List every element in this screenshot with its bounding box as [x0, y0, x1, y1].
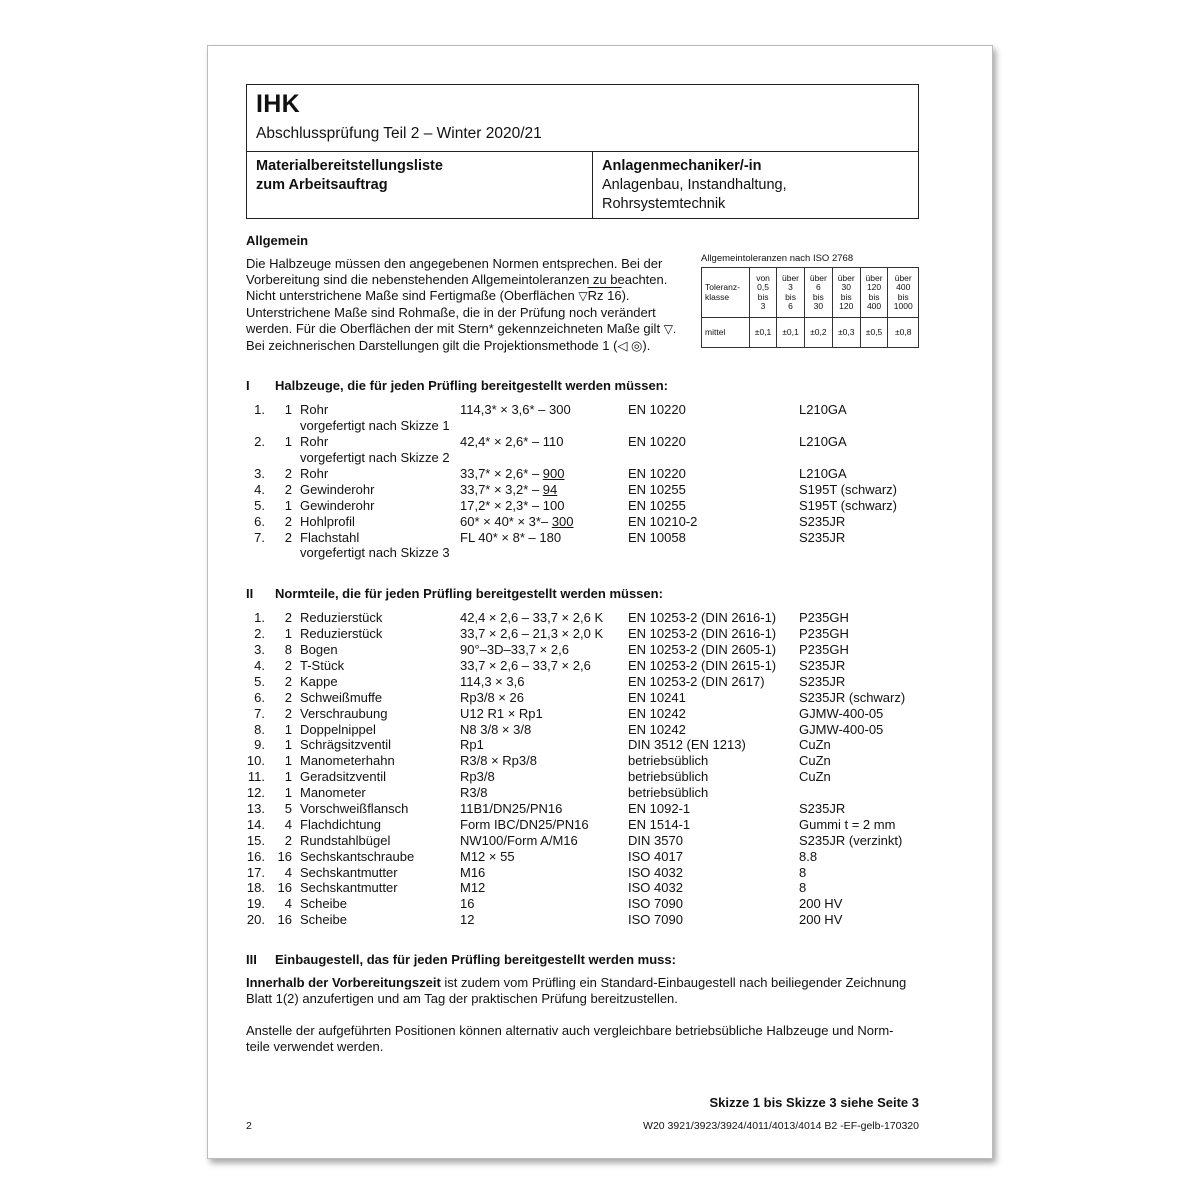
- item-standard: EN 10220: [628, 466, 686, 481]
- item-dimension: [460, 418, 628, 434]
- header-top: [247, 85, 918, 152]
- item-number: 17.: [246, 864, 265, 880]
- page-number: 2: [246, 1120, 252, 1132]
- surface-symbol-icon: ▽: [578, 288, 588, 303]
- item-quantity: 1: [284, 402, 292, 418]
- item-number: 2.: [254, 626, 265, 642]
- list-item: [246, 737, 919, 753]
- item-material: S235JR (schwarz): [799, 689, 906, 705]
- item-description: Scheibe: [300, 912, 347, 928]
- item-dimension: M12: [460, 880, 486, 896]
- item-standard: EN 10242: [628, 721, 686, 737]
- tolerance-value-row: [702, 318, 919, 348]
- tolerance-table-block: [701, 253, 919, 353]
- item-material: P235GH: [799, 626, 849, 642]
- list-item: [246, 482, 919, 498]
- item-number: 6.: [254, 513, 265, 529]
- list-item: [246, 530, 919, 546]
- item-dimension-text: 33,7* × 2,6* –: [460, 466, 543, 481]
- item-quantity: 2: [284, 832, 292, 848]
- item-dimension: NW100/Form A/M16: [460, 832, 578, 848]
- item-dimension: 16: [460, 896, 475, 912]
- section3-title: Einbaugestell, das für jeden Prüfling bereitgestellt werden muss:: [275, 952, 676, 968]
- item-standard: EN 10210-2: [628, 513, 698, 529]
- item-standard: EN 10255: [628, 497, 686, 513]
- item-description: Doppelnippel: [300, 721, 376, 737]
- list-item: [246, 865, 919, 881]
- item-description: Manometer: [300, 785, 366, 801]
- item-standard: [628, 450, 799, 466]
- tolerance-value: ±0,2: [804, 318, 832, 348]
- item-description: Rohr: [300, 434, 329, 450]
- item-dimension-text: 60* × 40* × 3*–: [460, 513, 552, 529]
- item-quantity: 1: [284, 737, 292, 753]
- list-item: [246, 896, 919, 912]
- general-line4: Unterstrichene Maße sind Rohmaße, die in der Prüfung noch verändert: [246, 304, 656, 320]
- item-raw-dimension: 900: [542, 466, 565, 481]
- item-description: Manometerhahn: [300, 753, 395, 769]
- item-quantity: 2: [284, 529, 292, 545]
- item-description: Rohr: [300, 466, 329, 481]
- list-item: [246, 849, 919, 865]
- tolerance-value: ±0,5: [860, 318, 888, 348]
- item-standard: EN 10253-2 (DIN 2615-1): [628, 658, 777, 674]
- item-quantity: 1: [284, 626, 292, 642]
- list-item: [246, 658, 919, 674]
- item-dimension: R3/8 × Rp3/8: [460, 753, 537, 769]
- item-material: S235JR: [799, 658, 846, 674]
- item-number: 11.: [247, 769, 265, 785]
- section1-title: Halbzeuge, die für jeden Prüfling bereitgestellt werden müssen:: [275, 378, 668, 394]
- item-quantity: 8: [284, 642, 292, 658]
- item-material: GJMW-400-05: [799, 705, 884, 721]
- item-description: Gewinderohr: [300, 497, 375, 513]
- item-standard: ISO 7090: [628, 912, 683, 928]
- general-line1: Die Halbzeuge müssen den angegebenen Normen entsprechen. Bei der: [246, 256, 663, 271]
- item-standard: betriebsüblich: [628, 785, 709, 801]
- general-heading: Allgemein: [246, 233, 309, 248]
- item-material: 200 HV: [799, 912, 843, 928]
- item-dimension: 42,4* × 2,6* – 110: [460, 434, 564, 450]
- item-material: 8.8: [799, 848, 818, 864]
- section1-number: I: [246, 378, 250, 394]
- section3-paragraph1: [246, 975, 919, 1007]
- list-item: [246, 642, 919, 658]
- item-number: 20.: [246, 912, 265, 928]
- exam-title: Abschlussprüfung Teil 2 – Winter 2020/21: [256, 125, 542, 142]
- item-standard: ISO 4017: [628, 848, 683, 864]
- item-dimension: [460, 545, 628, 561]
- item-standard: EN 10253-2 (DIN 2616-1): [628, 610, 777, 626]
- tolerance-range-header: über 6 bis 30: [804, 268, 832, 318]
- document-code: W20 3921/3923/3924/4011/4013/4014 B2 -EF-gelb-170320: [643, 1120, 919, 1132]
- section2-number: II: [246, 586, 254, 602]
- item-standard: EN 10255: [628, 481, 686, 497]
- item-material: S195T (schwarz): [799, 497, 898, 513]
- section2-list: [246, 610, 919, 928]
- tolerance-value: ±0,1: [777, 318, 805, 348]
- item-quantity: 16: [277, 880, 292, 896]
- item-raw-dimension: 94: [542, 481, 558, 497]
- section3-p2-line2: teile verwendet werden.: [246, 1039, 384, 1055]
- item-quantity: [265, 450, 292, 466]
- item-description: Rundstahlbügel: [300, 832, 391, 848]
- item-dimension: Rp3/8: [460, 769, 495, 785]
- item-standard: ISO 7090: [628, 896, 683, 912]
- item-standard: [628, 545, 799, 561]
- item-number: 19.: [246, 896, 265, 912]
- item-dimension: [460, 466, 628, 482]
- item-material: GJMW-400-05: [799, 721, 884, 737]
- list-item: [246, 817, 919, 833]
- item-quantity: 1: [284, 721, 292, 737]
- item-standard: ISO 4032: [628, 880, 683, 896]
- item-number: 9.: [254, 737, 265, 753]
- section3-text: ist zudem vom Prüfling ein Standard-Einbaugestell nach beiliegender Zeichnung: [440, 975, 907, 991]
- item-dimension: 17,2* × 2,3* – 100: [460, 497, 565, 513]
- item-standard: EN 10220: [628, 402, 686, 418]
- job-profile: [593, 152, 918, 218]
- tolerance-class-label: [702, 268, 750, 318]
- item-material: P235GH: [799, 642, 849, 658]
- org-title: IHK: [256, 90, 300, 118]
- item-description: Kappe: [300, 673, 338, 689]
- item-description: Sechskantschraube: [300, 848, 415, 864]
- item-quantity: 2: [284, 673, 292, 689]
- item-number: 5.: [254, 497, 265, 513]
- item-material: L210GA: [799, 402, 847, 418]
- list-item: [246, 674, 919, 690]
- item-dimension: U12 R1 × Rp1: [460, 705, 543, 721]
- item-description: vorgefertigt nach Skizze 3: [300, 545, 450, 561]
- item-quantity: 1: [284, 785, 292, 801]
- item-quantity: 4: [284, 896, 292, 912]
- item-dimension: [460, 450, 628, 466]
- tolerance-range-header: von 0,5 bis 3: [750, 268, 777, 318]
- item-material: Gummi t = 2 mm: [799, 816, 896, 832]
- list-item: [246, 610, 919, 626]
- list-item: [246, 545, 919, 561]
- item-description: Verschraubung: [300, 705, 388, 721]
- item-dimension: N8 3/8 × 3/8: [460, 721, 532, 737]
- tolerance-class-label-2: klasse: [705, 291, 730, 302]
- item-number: 3.: [254, 642, 265, 658]
- item-quantity: 2: [284, 513, 292, 529]
- item-number: 8.: [254, 721, 265, 737]
- job-line2: Anlagenbau, Instandhaltung,: [602, 177, 787, 193]
- item-number: 7.: [254, 529, 265, 545]
- item-standard: EN 10058: [628, 529, 686, 545]
- item-material: P235GH: [799, 610, 849, 626]
- list-item: [246, 690, 919, 706]
- item-dimension: 114,3* × 3,6* – 300: [460, 402, 571, 418]
- general-line5: [246, 321, 679, 338]
- tolerance-range-header: über 3 bis 6: [777, 268, 805, 318]
- tolerance-range-header: über 120 bis 400: [860, 268, 888, 318]
- document-title-line2: zum Arbeitsauftrag: [256, 177, 388, 193]
- list-item: [246, 833, 919, 849]
- item-standard: EN 10220: [628, 434, 686, 450]
- job-title: Anlagenmechaniker/-in: [602, 158, 762, 174]
- list-item: [246, 880, 919, 896]
- item-dimension: FL 40* × 8* – 180: [460, 529, 562, 545]
- item-dimension: 33,7 × 2,6 – 33,7 × 2,6: [460, 658, 591, 674]
- item-dimension: 42,4 × 2,6 – 33,7 × 2,6 K: [460, 610, 604, 626]
- item-description: Gewinderohr: [300, 481, 375, 497]
- item-number: 4.: [254, 658, 265, 674]
- item-description: Flachdichtung: [300, 816, 381, 832]
- section1-heading: [246, 378, 919, 393]
- general-text: [246, 256, 679, 353]
- item-dimension: [460, 514, 628, 530]
- list-item: [246, 418, 919, 434]
- list-item: [246, 785, 919, 801]
- general-line2: Vorbereitung sind die nebenstehenden Allgemeintoleranzen zu beachten.: [246, 271, 668, 287]
- tolerance-title: Allgemeintoleranzen nach ISO 2768: [701, 253, 854, 264]
- tolerance-class-label-1: Toleranz-: [705, 282, 740, 292]
- item-material: 200 HV: [799, 896, 843, 912]
- item-description: Schweißmuffe: [300, 689, 383, 705]
- item-material: S235JR: [799, 673, 846, 689]
- item-description: Rohr: [300, 402, 329, 418]
- section3-p2-line1: Anstelle der aufgeführten Positionen können alternativ auch vergleichbare betriebsübliche Halbzeuge und Norm-: [246, 1023, 894, 1039]
- item-description: Scheibe: [300, 896, 347, 912]
- job-line3: Rohrsystemtechnik: [602, 196, 726, 212]
- item-dimension: R3/8: [460, 785, 488, 801]
- item-quantity: 2: [284, 658, 292, 674]
- item-dimension: [460, 482, 628, 498]
- list-item: [246, 434, 919, 450]
- item-number: [246, 450, 265, 466]
- item-standard: EN 10253-2 (DIN 2605-1): [628, 642, 777, 658]
- item-material: L210GA: [799, 434, 847, 450]
- item-number: 14.: [246, 816, 265, 832]
- item-quantity: 1: [284, 769, 292, 785]
- item-material: [799, 418, 919, 434]
- item-standard: EN 10253-2 (DIN 2616-1): [628, 626, 777, 642]
- tolerance-value: ±0,8: [888, 318, 919, 348]
- general-line5-text: werden. Für die Oberflächen der mit Stern* gekennzeichneten Maße gilt: [246, 320, 661, 336]
- list-item: [246, 450, 919, 466]
- item-material: S235JR: [799, 513, 846, 529]
- item-quantity: [265, 545, 292, 561]
- item-description: Reduzierstück: [300, 610, 383, 626]
- item-number: 6.: [254, 689, 265, 705]
- section3-text-line2: Blatt 1(2) anzufertigen und am Tag der praktischen Prüfung bereitzustellen.: [246, 991, 678, 1007]
- item-dimension: 33,7 × 2,6 – 21,3 × 2,0 K: [460, 626, 604, 642]
- item-number: 4.: [254, 481, 265, 497]
- document-title-line1: Materialbereitstellungsliste: [256, 158, 443, 174]
- item-quantity: 16: [277, 848, 292, 864]
- item-standard: [628, 418, 799, 434]
- list-item: [246, 769, 919, 785]
- list-item: [246, 498, 919, 514]
- item-description: Flachstahl: [300, 529, 360, 545]
- item-description: Vorschweißflansch: [300, 801, 409, 817]
- general-line3: [246, 288, 679, 305]
- item-number: 7.: [254, 705, 265, 721]
- general-line6-text: Bei zeichnerischen Darstellungen gilt die Projektionsmethode 1 (: [246, 337, 618, 353]
- item-quantity: 5: [284, 801, 292, 817]
- item-standard: DIN 3570: [628, 832, 683, 848]
- item-standard: EN 1514-1: [628, 816, 691, 832]
- item-description: Sechskantmutter: [300, 864, 398, 880]
- item-dimension: Rp1: [460, 737, 484, 753]
- list-item: [246, 706, 919, 722]
- item-quantity: 2: [284, 610, 292, 626]
- item-raw-dimension: 300: [551, 513, 574, 529]
- item-description: Sechskantmutter: [300, 880, 398, 896]
- header-box: [246, 84, 919, 219]
- item-quantity: 2: [284, 466, 292, 481]
- general-section: [246, 253, 919, 353]
- item-number: 3.: [254, 466, 265, 481]
- item-quantity: [265, 418, 292, 434]
- item-number: 16.: [246, 848, 265, 864]
- tolerance-table: [701, 267, 919, 348]
- item-dimension: 12: [460, 912, 475, 928]
- item-standard: EN 10253-2 (DIN 2617): [628, 673, 765, 689]
- item-number: 10.: [246, 753, 265, 769]
- list-item: [246, 514, 919, 530]
- item-description: Reduzierstück: [300, 626, 383, 642]
- item-number: 1.: [254, 610, 265, 626]
- item-quantity: 4: [284, 816, 292, 832]
- item-description: Hohlprofil: [300, 513, 355, 529]
- item-standard: EN 10241: [628, 689, 686, 705]
- item-material: S235JR: [799, 529, 846, 545]
- item-material: 8: [799, 864, 807, 880]
- item-standard: betriebsüblich: [628, 753, 709, 769]
- item-number: 12.: [246, 785, 265, 801]
- general-line3-text: Nicht unterstrichene Maße sind Fertigmaße (Oberflächen: [246, 287, 575, 303]
- item-standard: betriebsüblich: [628, 769, 709, 785]
- general-line3-end: ).: [621, 287, 630, 303]
- page-content: [246, 84, 919, 1055]
- item-number: 15.: [246, 832, 265, 848]
- item-material: S235JR: [799, 801, 846, 817]
- page-footer: [246, 1120, 919, 1132]
- item-description: Schrägsitzventil: [300, 737, 392, 753]
- item-description: vorgefertigt nach Skizze 2: [300, 450, 450, 466]
- item-standard: EN 1092-1: [628, 801, 691, 817]
- tolerance-range-header: über 30 bis 120: [832, 268, 860, 318]
- item-number: [246, 418, 265, 434]
- item-standard: DIN 3512 (EN 1213): [628, 737, 746, 753]
- section3-paragraph2: [246, 1023, 919, 1055]
- item-material: 8: [799, 880, 807, 896]
- item-quantity: 2: [284, 705, 292, 721]
- item-description: vorgefertigt nach Skizze 1: [300, 418, 450, 434]
- item-dimension-text: 33,7* × 3,2* –: [460, 481, 543, 497]
- list-item: [246, 722, 919, 738]
- general-line6-end: ).: [642, 337, 651, 353]
- tolerance-value: ±0,3: [832, 318, 860, 348]
- projection-method-icon: ◁ ◎: [617, 337, 643, 353]
- list-item: [246, 912, 919, 928]
- item-quantity: 1: [284, 753, 292, 769]
- list-item: [246, 626, 919, 642]
- section3-heading: [246, 952, 919, 967]
- tolerance-header-row: [702, 268, 919, 318]
- item-dimension: 90°–3D–33,7 × 2,6: [460, 642, 569, 658]
- item-number: 13.: [246, 801, 265, 817]
- surface-rz-value: Rz 16: [587, 287, 622, 303]
- item-dimension: 114,3 × 3,6: [460, 673, 525, 689]
- item-material: L210GA: [799, 466, 847, 481]
- item-number: 2.: [254, 434, 265, 450]
- item-dimension: M12 × 55: [460, 848, 515, 864]
- general-line6: [246, 338, 679, 354]
- item-number: 18.: [246, 880, 265, 896]
- item-material: [799, 450, 919, 466]
- item-material: CuZn: [799, 737, 831, 753]
- header-bottom: [247, 152, 918, 218]
- item-description: Bogen: [300, 642, 338, 658]
- item-number: [246, 545, 265, 561]
- document-title: [247, 152, 593, 218]
- item-material: S195T (schwarz): [799, 481, 898, 497]
- sketch-reference: Skizze 1 bis Skizze 3 siehe Seite 3: [709, 1095, 919, 1110]
- item-material: CuZn: [799, 753, 831, 769]
- item-quantity: 2: [284, 689, 292, 705]
- list-item: [246, 801, 919, 817]
- item-material: S235JR (verzinkt): [799, 832, 903, 848]
- tolerance-value: ±0,1: [750, 318, 777, 348]
- item-material: [799, 545, 919, 561]
- item-quantity: 2: [284, 481, 292, 497]
- item-description: T-Stück: [300, 658, 345, 674]
- item-quantity: 1: [284, 434, 292, 450]
- section1-list: [246, 402, 919, 561]
- section2-title: Normteile, die für jeden Prüfling bereitgestellt werden müssen:: [275, 586, 663, 602]
- item-number: 1.: [254, 402, 265, 418]
- section2-heading: [246, 586, 919, 601]
- item-dimension: 11B1/DN25/PN16: [460, 801, 563, 817]
- item-quantity: 1: [284, 497, 292, 513]
- item-quantity: 4: [284, 864, 292, 880]
- list-item: [246, 402, 919, 418]
- item-number: 5.: [254, 673, 265, 689]
- section3-number: III: [246, 952, 257, 968]
- item-material: [799, 785, 919, 801]
- item-standard: ISO 4032: [628, 864, 683, 880]
- surface-check-symbol-icon: ▽.: [663, 321, 677, 336]
- item-material: CuZn: [799, 769, 831, 785]
- item-quantity: 16: [277, 912, 292, 928]
- section3-bold-text: Innerhalb der Vorbereitungszeit: [246, 975, 441, 991]
- item-dimension: Rp3/8 × 26: [460, 689, 524, 705]
- list-item: [246, 753, 919, 769]
- tolerance-range-header: über 400 bis 1000: [888, 268, 919, 318]
- item-dimension: Form IBC/DN25/PN16: [460, 816, 589, 832]
- tolerance-row-label: mittel: [702, 318, 750, 348]
- item-standard: EN 10242: [628, 705, 686, 721]
- list-item: [246, 466, 919, 482]
- item-dimension: M16: [460, 864, 486, 880]
- item-description: Geradsitzventil: [300, 769, 386, 785]
- document-page: [207, 45, 993, 1159]
